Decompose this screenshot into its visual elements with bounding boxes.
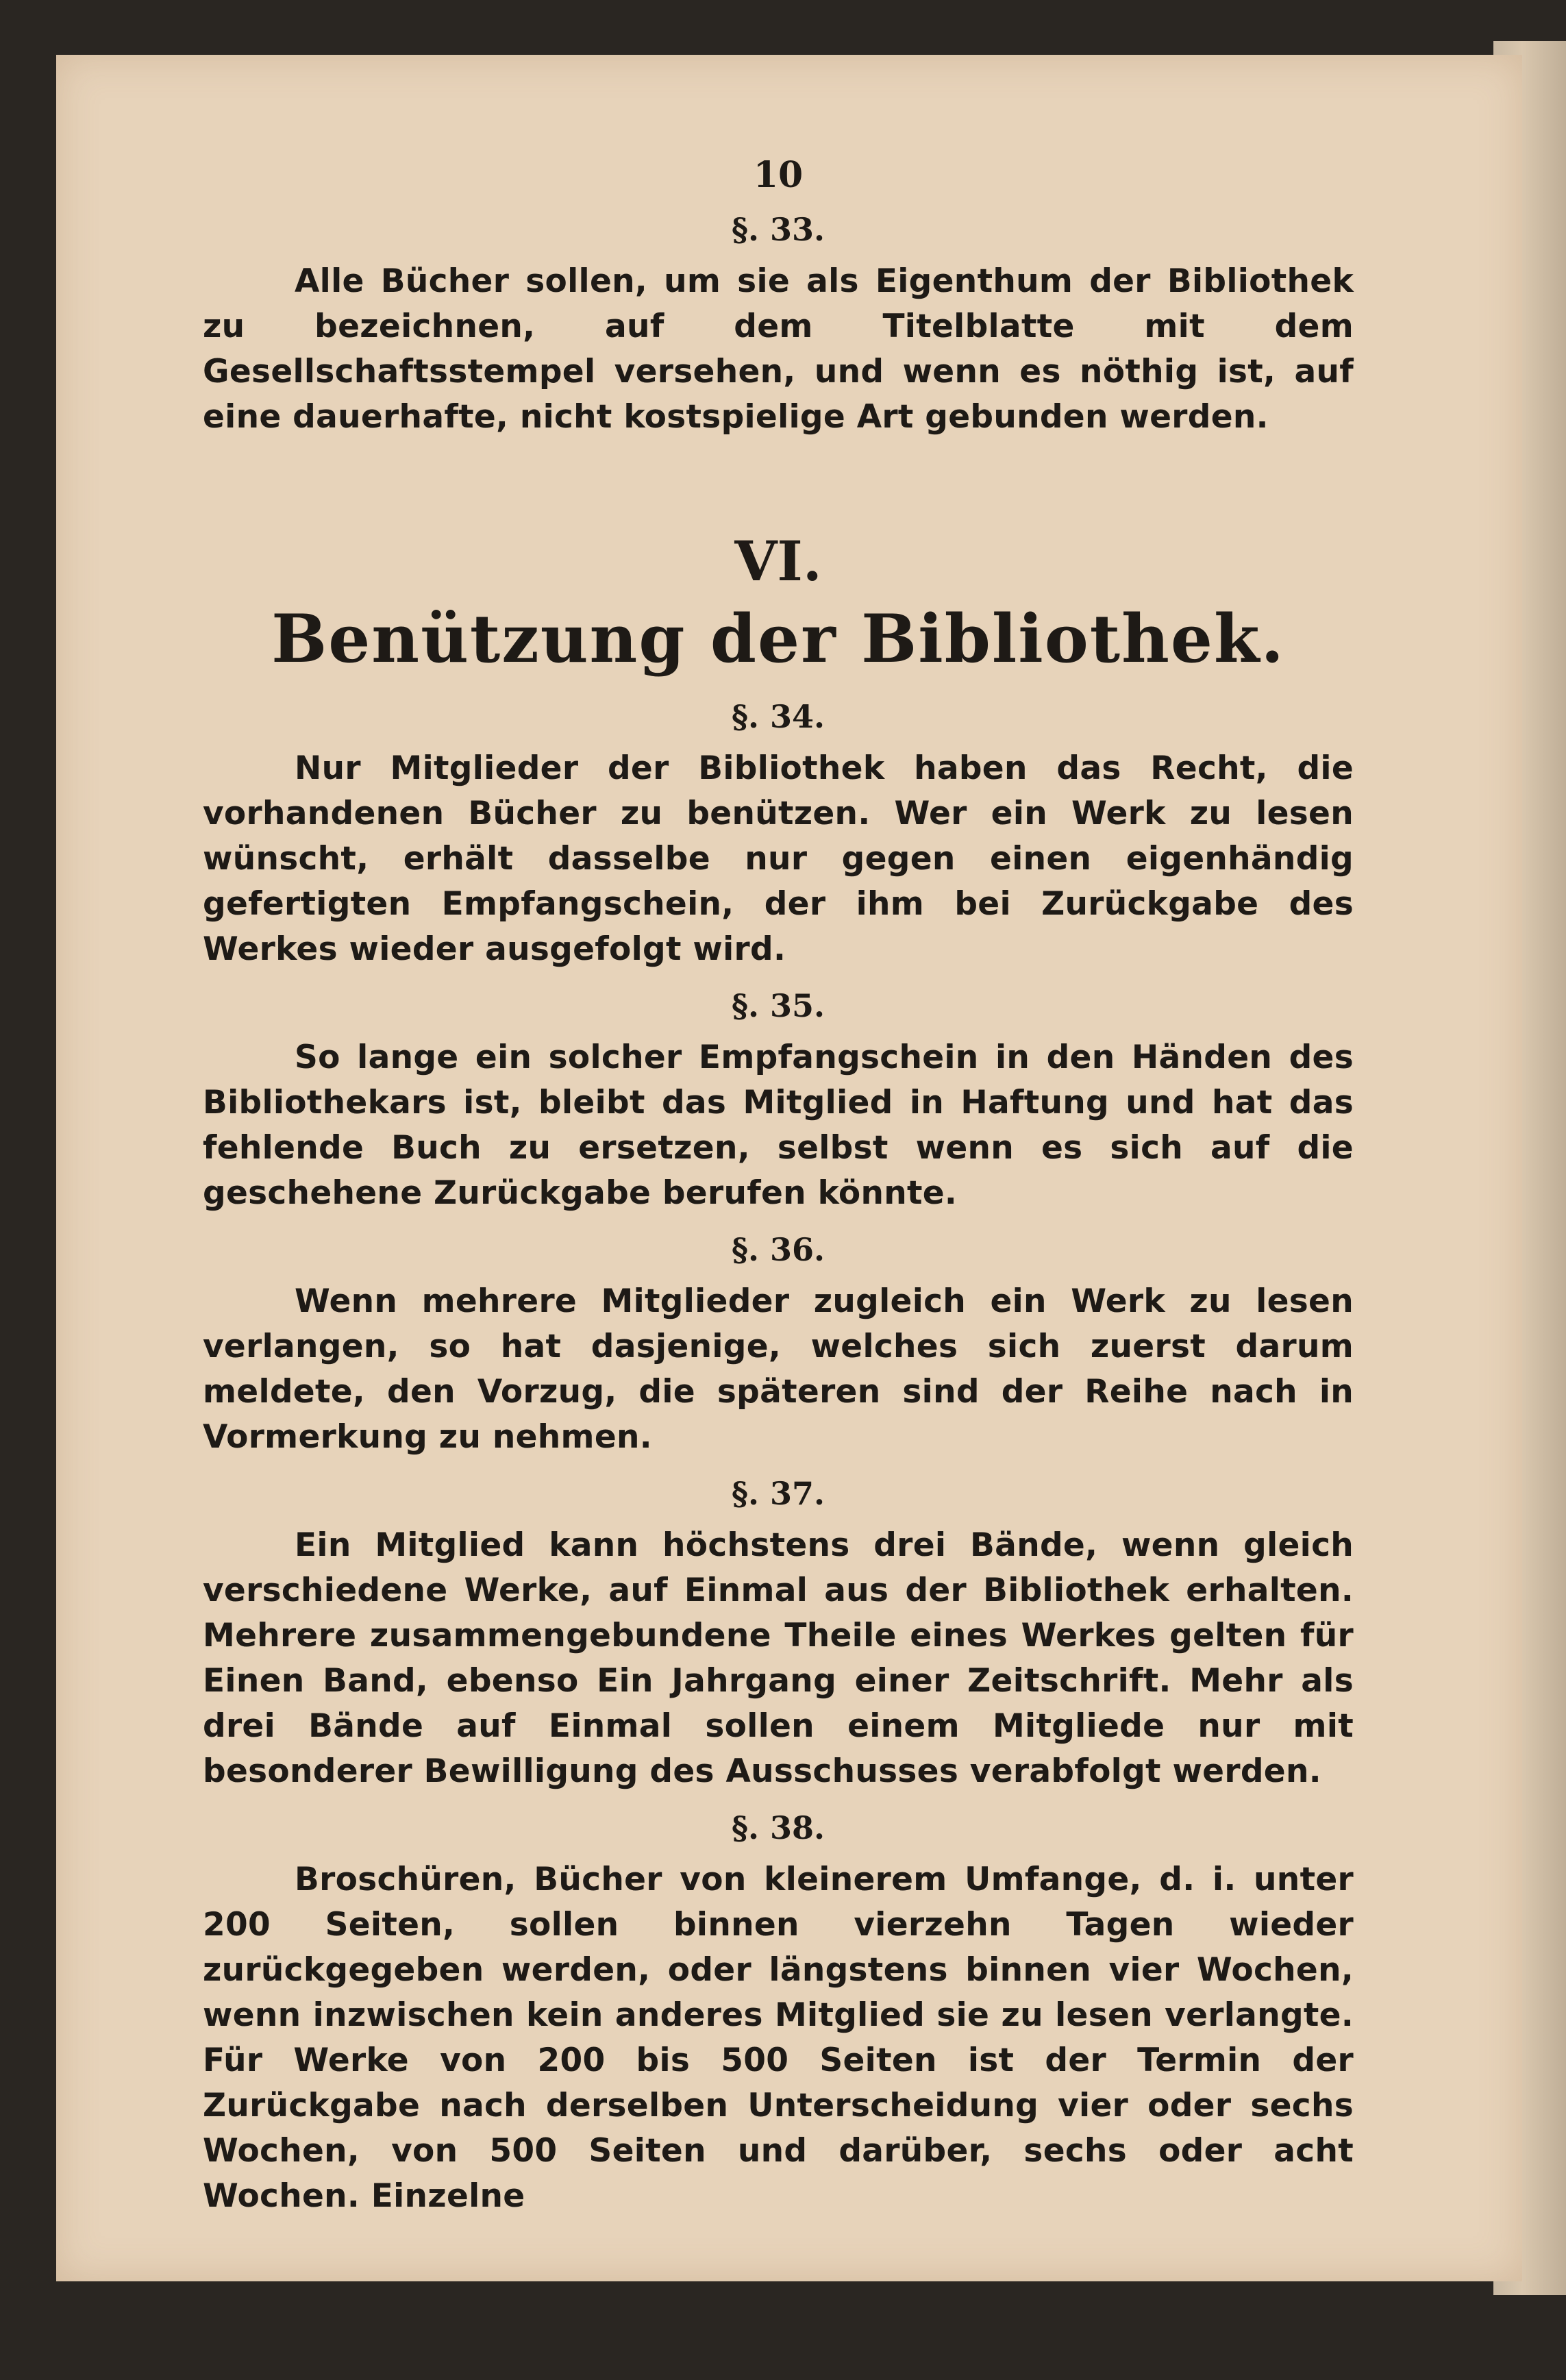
section-heading-34: §. 34. xyxy=(731,698,825,735)
paragraph-34: Nur Mitglieder der Bibliothek haben das Recht, die vorhandenen Bücher zu benützen. Wer ein Werk zu lesen wünscht, erhält dasselbe nur gegen einen eigenhändig gefertigten Empfangschein, der ihm bei Zurückgabe des Werkes wieder ausgefolgt wird. xyxy=(203,749,1354,968)
chapter-number: VI. xyxy=(734,529,822,593)
paragraph-37: Ein Mitglied kann höchstens drei Bände, wenn gleich verschiedene Werke, auf Einmal aus der Bibliothek erhalten. Mehrere zusammengebundene Theile eines Werkes gelten für Einen Band, ebenso Ein Jahrgang einer Zeitschrift. Mehr als drei Bände auf Einmal sollen einem Mitgliede nur mit besonderer Bewilligung des Ausschusses verabfolgt werden. xyxy=(203,1526,1354,1790)
paragraph-35: So lange ein solcher Empfangschein in den Händen des Bibliothekars ist, bleibt das Mitglied in Haftung und hat das fehlende Buch zu ersetzen, selbst wenn es sich auf die geschehene Zurückgabe berufen könnte. xyxy=(203,1039,1354,1212)
page-content xyxy=(203,154,1354,2234)
section-heading-38: §. 38. xyxy=(731,1809,825,1846)
chapter-title: Benützung der Bibliothek. xyxy=(271,600,1285,678)
section-heading-36: §. 36. xyxy=(731,1231,825,1268)
book-page xyxy=(56,55,1522,2281)
section-heading-33: §. 33. xyxy=(731,211,825,248)
paragraph-33: Alle Bücher sollen, um sie als Eigenthum der Bibliothek zu bezeichnen, auf dem Titelblatte mit dem Gesellschaftsstempel versehen, und wenn es nöthig ist, auf eine dauerhafte, nicht kostspielige Art gebunden werden. xyxy=(203,262,1354,436)
section-heading-37: §. 37. xyxy=(731,1475,825,1512)
paragraph-38: Broschüren, Bücher von kleinerem Umfange, d. i. unter 200 Seiten, sollen binnen vierzehn Tagen wieder zurückgegeben werden, oder längstens binnen vier Wochen, wenn inzwischen kein anderes Mitglied sie zu lesen verlangte. Für Werke von 200 bis 500 Seiten ist der Termin der Zurückgabe nach derselben Unterscheidung vier oder sechs Wochen, von 500 Seiten und darüber, sechs oder acht Wochen. Einzelne xyxy=(203,1861,1354,2215)
section-heading-35: §. 35. xyxy=(731,987,825,1024)
paragraph-36: Wenn mehrere Mitglieder zugleich ein Werk zu lesen verlangen, so hat dasjenige, welches sich zuerst darum meldete, den Vorzug, die späteren sind der Reihe nach in Vormerkung zu nehmen. xyxy=(203,1282,1354,1456)
page-number: 10 xyxy=(753,154,804,196)
